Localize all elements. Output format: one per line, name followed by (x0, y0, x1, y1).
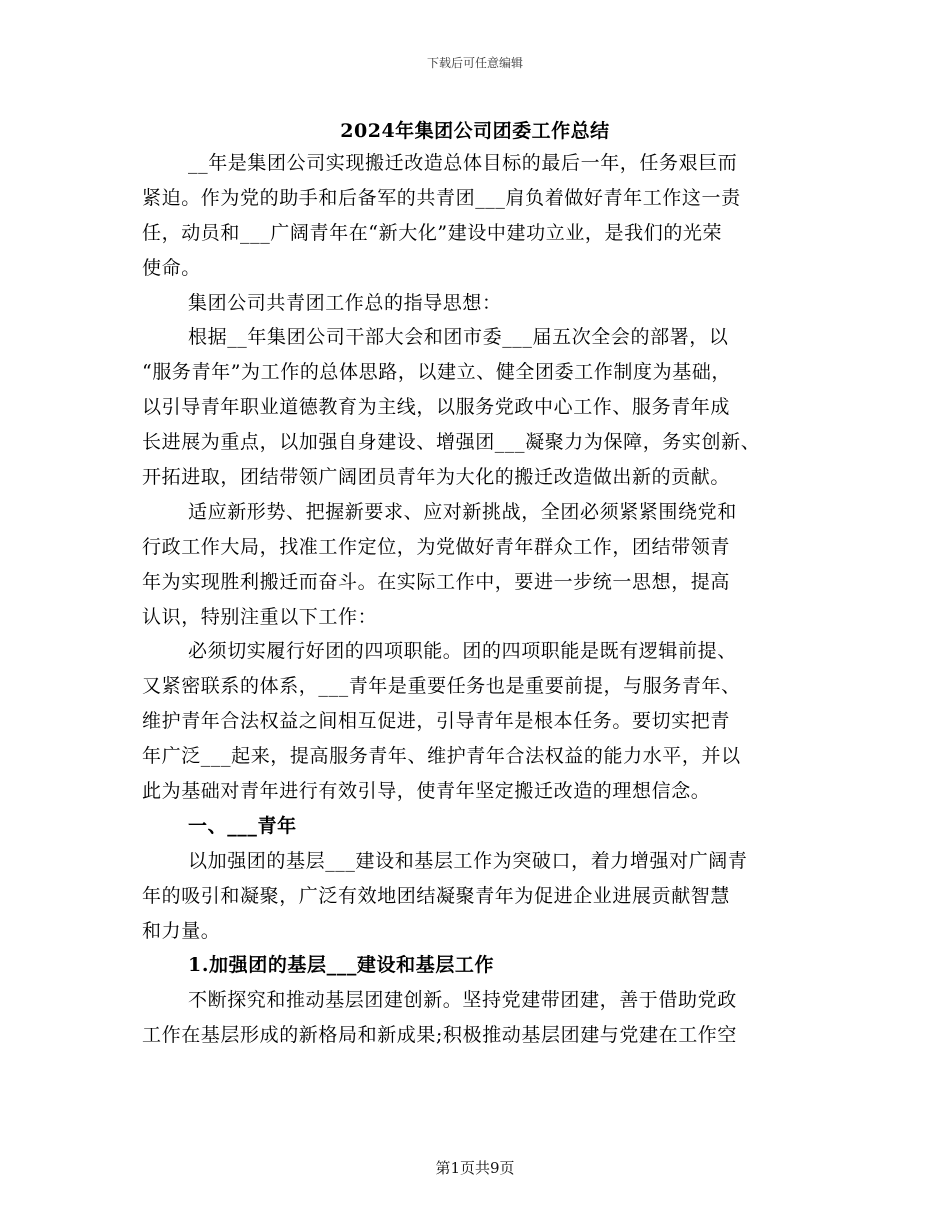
paragraph-line: 年广泛___起来，提高服务青年、维护青年合法权益的能力水平，并以 (142, 745, 741, 768)
paragraph-line: 以引导青年职业道德教育为主线，以服务党政中心工作、服务青年成 (142, 396, 731, 419)
paragraph-line: 以加强团的基层___建设和基层工作为突破口，着力增强对广阔青 (188, 849, 748, 872)
paragraph-line: 根据__年集团公司干部大会和团市委___届五次全会的部署，以 (188, 326, 729, 349)
paragraph-line: 年为实现胜利搬迁而奋斗。在实际工作中，要进一步统一思想，提高 (142, 570, 731, 593)
subsection-heading: 1.加强团的基层___建设和基层工作 (188, 954, 495, 977)
section-heading: 一、___青年 (188, 814, 297, 837)
paragraph-line: 集团公司共青团工作总的指导思想： (188, 291, 502, 314)
paragraph-line: 任，动员和___广阔青年在“新大化”建设中建功立业，是我们的光荣 (142, 221, 723, 244)
page-number-footer: 第1页共9页 (435, 1159, 515, 1177)
paragraph-line: 紧迫。作为党的助手和后备军的共青团___肩负着做好青年工作这一责 (142, 186, 741, 209)
paragraph-line: 和力量。 (142, 919, 221, 942)
document-title: 2024年集团公司团委工作总结 (340, 120, 610, 142)
paragraph-line: 必须切实履行好团的四项职能。团的四项职能是既有逻辑前提、 (188, 640, 737, 663)
paragraph-line: 不断探究和推动基层团建创新。坚持党建带团建，善于借助党政 (188, 989, 737, 1012)
paragraph-line: 维护青年合法权益之间相互促进，引导青年是根本任务。要切实把青 (142, 710, 731, 733)
paragraph-line: 适应新形势、把握新要求、应对新挑战，全团必须紧紧围绕党和 (188, 500, 737, 523)
paragraph-line: 行政工作大局，找准工作定位，为党做好青年群众工作，团结带领青 (142, 535, 731, 558)
paragraph-line: __年是集团公司实现搬迁改造总体目标的最后一年，任务艰巨而 (188, 152, 738, 174)
paragraph-line: 此为基础对青年进行有效引导，使青年坚定搬迁改造的理想信念。 (142, 780, 711, 803)
paragraph-line: 年的吸引和凝聚，广泛有效地团结凝聚青年为促进企业进展贡献智慧 (142, 884, 731, 907)
paragraph-line: 又紧密联系的体系，___青年是重要任务也是重要前提，与服务青年、 (142, 675, 741, 698)
page-header-note: 下载后可任意编辑 (426, 56, 523, 70)
paragraph-line: “服务青年”为工作的总体思路，以建立、健全团委工作制度为基础， (142, 361, 732, 384)
paragraph-line: 工作在基层形成的新格局和新成果;积极推动基层团建与党建在工作空 (142, 1024, 738, 1047)
paragraph-line: 使命。 (142, 256, 201, 279)
document-body (142, 146, 822, 1053)
paragraph-line: 长进展为重点，以加强自身建设、增强团___凝聚力为保障，务实创新、 (142, 431, 761, 454)
paragraph-line: 认识，特别注重以下工作： (142, 605, 378, 628)
paragraph-line: 开拓进取，团结带领广阔团员青年为大化的搬迁改造做出新的贡献。 (142, 466, 731, 489)
